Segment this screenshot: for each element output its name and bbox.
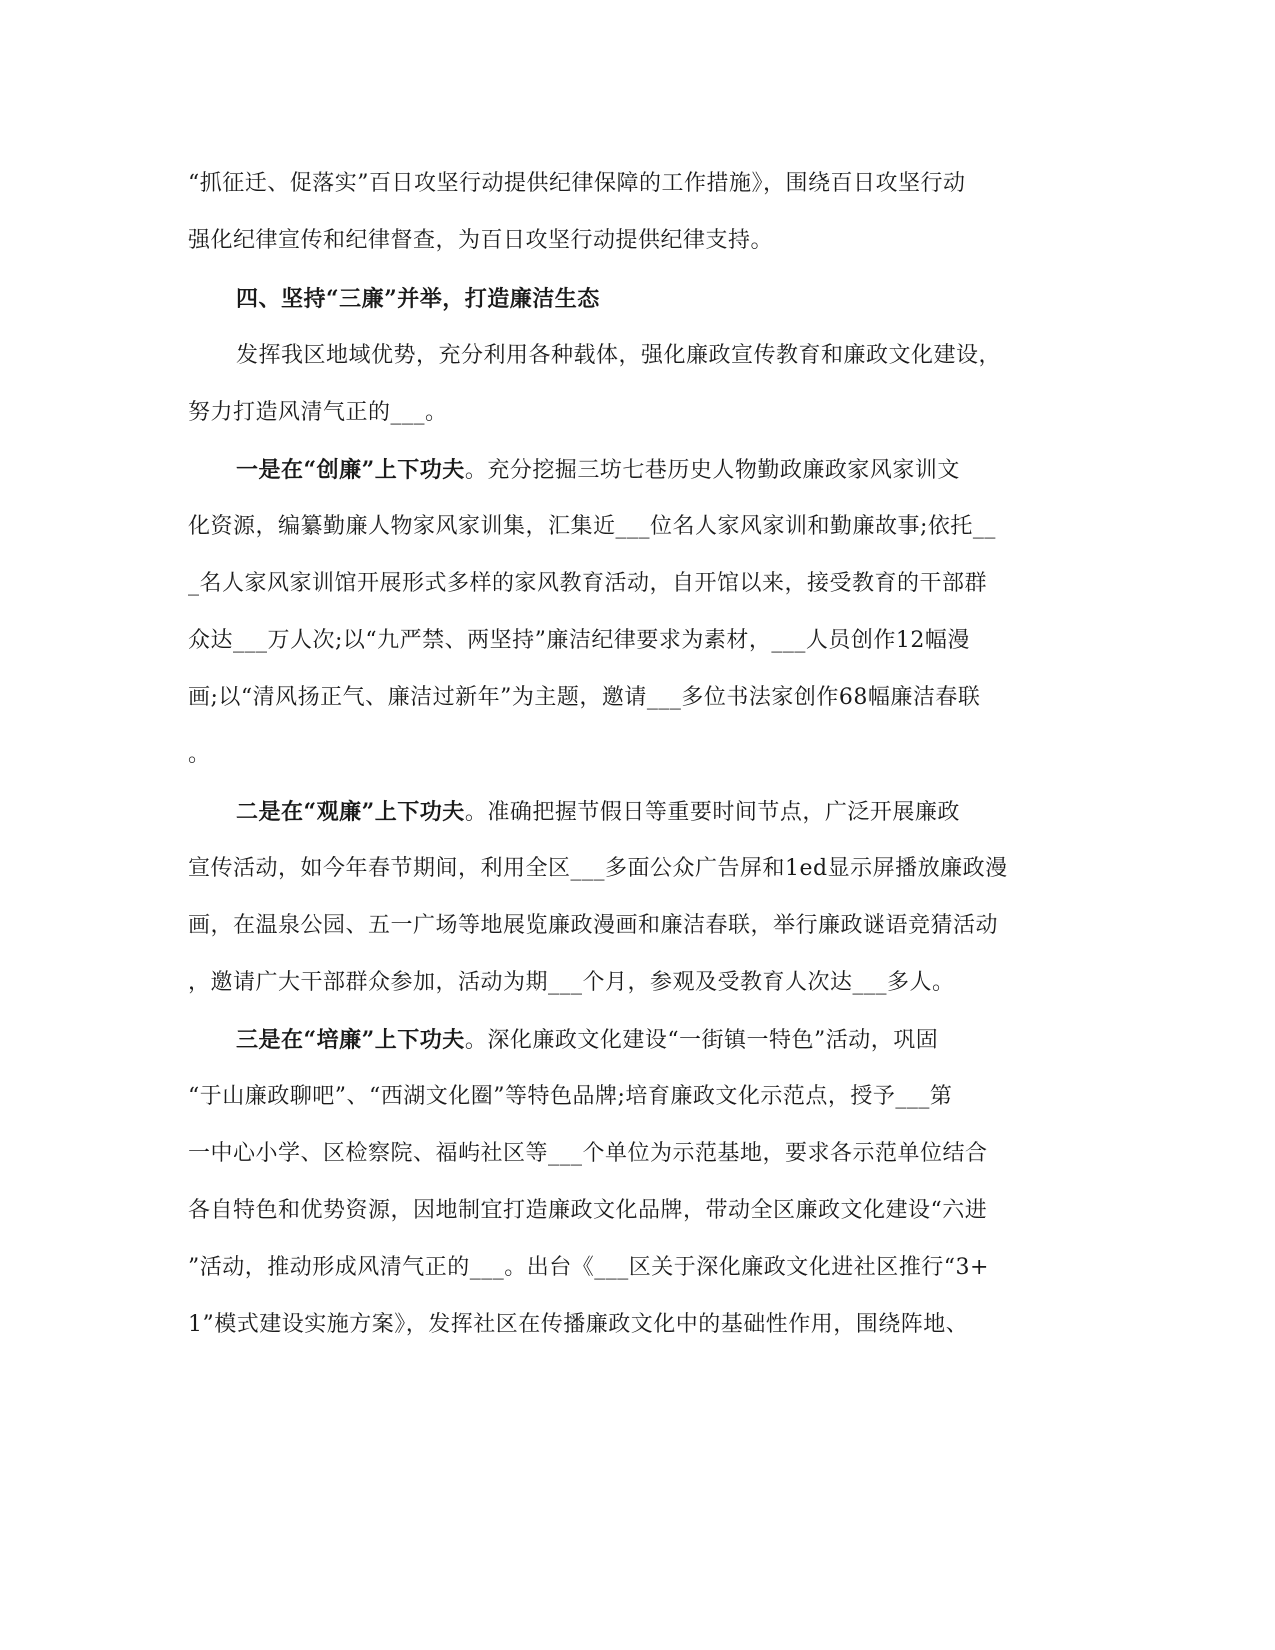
paragraph-line: ”活动，推动形成风清气正的___。出台《___区关于深化廉政文化进社区推行“3+ — [188, 1255, 989, 1280]
paragraph-line: 1”模式建设实施方案》，发挥社区在传播廉政文化中的基础性作用，围绕阵地、 — [188, 1312, 969, 1337]
paragraph-line: 一中心小学、区检察院、福屿社区等___个单位为示范基地，要求各示范单位结合 — [188, 1141, 988, 1166]
paragraph-line — [236, 455, 960, 486]
paragraph-line: _名人家风家训馆开展形式多样的家风教育活动，自开馆以来，接受教育的干部群 — [188, 571, 988, 596]
paragraph-line: “于山廉政聊吧”、“西湖文化圈”等特色品牌;培育廉政文化示范点，授予___第 — [188, 1084, 953, 1109]
paragraph-line: 化资源，编纂勤廉人物家风家训集，汇集近___位名人家风家训和勤廉故事;依托__ — [188, 514, 996, 539]
paragraph-line: 画;以“清风扬正气、廉洁过新年”为主题，邀请___多位书法家创作68幅廉洁春联 — [188, 685, 981, 710]
paragraph-line: 发挥我区地域优势，充分利用各种载体，强化廉政宣传教育和廉政文化建设， — [236, 343, 1002, 368]
lead-phrase: 二是在“观廉”上下功夫 — [236, 799, 465, 825]
paragraph-line: 画，在温泉公园、五一广场等地展览廉政漫画和廉洁春联，举行廉政谜语竞猜活动 — [188, 913, 999, 938]
lead-rest: 。深化廉政文化建设“一街镇一特色”活动，巩固 — [464, 1028, 939, 1053]
lead-rest: 。准确把握节假日等重要时间节点，广泛开展廉政 — [464, 800, 960, 825]
paragraph-line: 。 — [188, 742, 211, 767]
lead-phrase: 一是在“创廉”上下功夫 — [236, 457, 465, 483]
lead-phrase: 三是在“培廉”上下功夫 — [236, 1027, 465, 1053]
paragraph-line: 各自特色和优势资源，因地制宜打造廉政文化品牌，带动全区廉政文化建设“六进 — [188, 1198, 988, 1223]
paragraph-line — [236, 797, 960, 828]
paragraph-line: 强化纪律宣传和纪律督查，为百日攻坚行动提供纪律支持。 — [188, 228, 774, 253]
paragraph-line: “抓征迁、促落实”百日攻坚行动提供纪律保障的工作措施》，围绕百日攻坚行动 — [188, 171, 966, 196]
paragraph-line: 宣传活动，如今年春节期间，利用全区___多面公众广告屏和1ed显示屏播放廉政漫 — [188, 856, 1008, 881]
lead-rest: 。充分挖掘三坊七巷历史人物勤政廉政家风家训文 — [464, 458, 960, 483]
paragraph-line — [236, 1025, 938, 1056]
paragraph-line: 努力打造风清气正的___。 — [188, 400, 448, 425]
paragraph-line: ，邀请广大干部群众参加，活动为期___个月，参观及受教育人次达___多人。 — [188, 970, 955, 995]
section-heading: 四、坚持“三廉”并举，打造廉洁生态 — [236, 286, 600, 312]
paragraph-line: 众达___万人次;以“九严禁、两坚持”廉洁纪律要求为素材，___人员创作12幅漫 — [188, 628, 970, 653]
